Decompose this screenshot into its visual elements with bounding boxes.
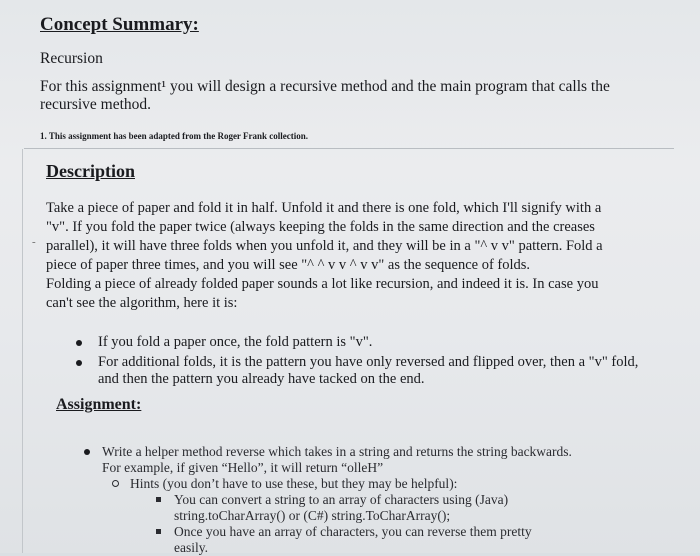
left-border: [22, 149, 23, 553]
description-paragraph: [46, 199, 636, 313]
bullet-icon: [76, 360, 82, 366]
intro-line: For this assignment¹ you will design a recursive method and the main program that calls the: [40, 78, 610, 95]
description-line: parallel), it will have three folds when you unfold it, and they will be in a "^ v v" pattern. Fold a: [46, 238, 603, 254]
square-bullet-icon: [156, 497, 161, 502]
list-item: Write a helper method reverse which takes in a string and returns the string backwards. For example, if given “Hello”, it will return “olleH”: [84, 444, 644, 476]
description-line: can't see the algorithm, here it is:: [46, 295, 238, 311]
concept-summary-section: [40, 14, 680, 141]
list-item: If you fold a paper once, the fold pattern is "v".: [76, 334, 646, 352]
assignment-heading: Assignment:: [56, 396, 142, 413]
algorithm-bullet-list: [76, 334, 646, 391]
hint-subitem: Once you have an array of characters, you can reverse them pretty easily.: [156, 524, 644, 556]
margin-mark: -: [32, 236, 36, 248]
section-divider: [24, 148, 674, 149]
description-line: Folding a piece of already folded paper sounds a lot like recursion, and indeed it is. In case you: [46, 276, 599, 292]
concept-summary-heading: Concept Summary:: [40, 14, 199, 35]
intro-line: recursive method.: [40, 96, 152, 113]
assignment-list: [84, 444, 644, 556]
topic-label: Recursion: [40, 50, 103, 67]
description-line: piece of paper three times, and you will see "^ ^ v v ^ v v" as the sequence of folds.: [46, 257, 531, 273]
description-heading: Description: [46, 161, 135, 181]
hint-item: Hints (you don’t have to use these, but they may be helpful):: [102, 476, 644, 492]
description-section: [46, 161, 646, 313]
bullet-icon: [84, 449, 90, 455]
bullet-icon: [76, 340, 82, 346]
circle-bullet-icon: [112, 480, 119, 487]
description-line: Take a piece of paper and fold it in half. Unfold it and there is one fold, which I'll signify with a: [46, 200, 602, 216]
hint-subitem: You can convert a string to an array of characters using (Java) string.toCharArray() or (C#) string.ToCharArray();: [156, 492, 644, 524]
intro-paragraph: [40, 78, 630, 114]
list-item: For additional folds, it is the pattern you have only reversed and flipped over, then a "v" fold, and then the pattern you already have tacked on the end.: [76, 354, 646, 389]
footnote: 1. This assignment has been adapted from the Roger Frank collection.: [40, 131, 309, 141]
square-bullet-icon: [156, 529, 161, 534]
description-line: "v". If you fold the paper twice (always keeping the folds in the same direction and the creases: [46, 219, 595, 235]
